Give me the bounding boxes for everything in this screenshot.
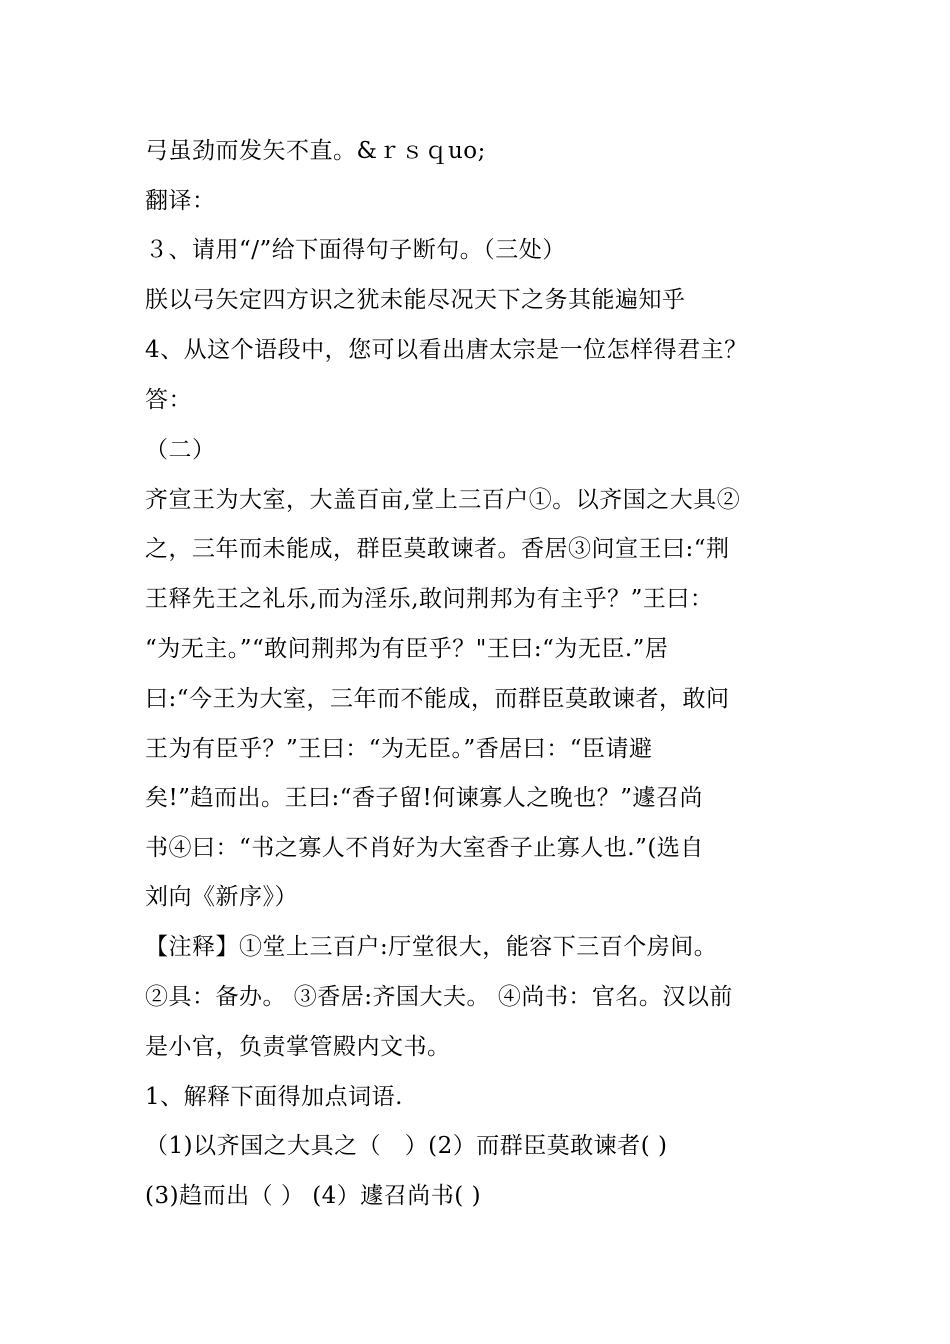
text-line-16: 刘向《新序》） xyxy=(145,884,298,910)
text-line-2: 翻译： xyxy=(145,188,216,214)
text-line-18: ②具：备办。 ③香居:齐国大夫。 ④尚书：官名。汉以前 xyxy=(145,984,733,1010)
text-line-10: 王释先王之礼乐,而为淫乐,敢问荆邦为有主乎？”王曰： xyxy=(145,586,714,612)
text-line-22: (3)趋而出（ ） (4）遽召尚书( ) xyxy=(145,1183,482,1209)
text-line-17: 【注释】①堂上三百户:厅堂很大，能容下三百个房间。 xyxy=(145,934,718,960)
text-line-15: 书④曰：“书之寡人不肖好为大室香子止寡人也.”(选自 xyxy=(145,835,704,861)
text-line-12: 曰:“今王为大室，三年而不能成，而群臣莫敢谏者，敢问 xyxy=(145,686,730,712)
text-line-14: 矣!”趋而出。王曰:“香子留!何谏寡人之晚也？”遽召尚 xyxy=(145,785,704,811)
text-line-21: （1)以齐国之大具之（ ）(2）而群臣莫敢谏者( ) xyxy=(145,1133,668,1159)
text-line-5: 4、从这个语段中，您可以看出唐太宗是一位怎样得君主？ xyxy=(145,337,748,363)
text-line-9: 之，三年而未能成，群臣莫敢谏者。香居③问宣王曰:“荆 xyxy=(145,536,730,562)
text-line-19: 是小官，负责掌管殿内文书。 xyxy=(145,1034,451,1060)
text-line-1: 弓虽劲而发矢不直。&ｒｓｑuo; xyxy=(145,138,486,164)
text-line-4: 朕以弓矢定四方识之犹未能尽况天下之务其能遍知乎 xyxy=(145,287,686,313)
text-line-11: “为无主。”“敢问荆邦为有臣乎？"王曰:“为无臣.”居 xyxy=(145,636,669,662)
text-line-20: 1、解释下面得加点词语. xyxy=(145,1084,403,1110)
section-heading: （二） xyxy=(145,437,216,463)
text-line-8: 齐宣王为大室，大盖百亩,堂上三百户①。以齐国之大具② xyxy=(145,487,741,513)
text-line-3: ３、请用“/”给下面得句子断句。（三处） xyxy=(145,237,566,263)
text-line-6: 答： xyxy=(145,387,192,413)
text-line-13: 王为有臣乎？”王曰：“为无臣。”香居曰：“臣请避 xyxy=(145,736,653,762)
